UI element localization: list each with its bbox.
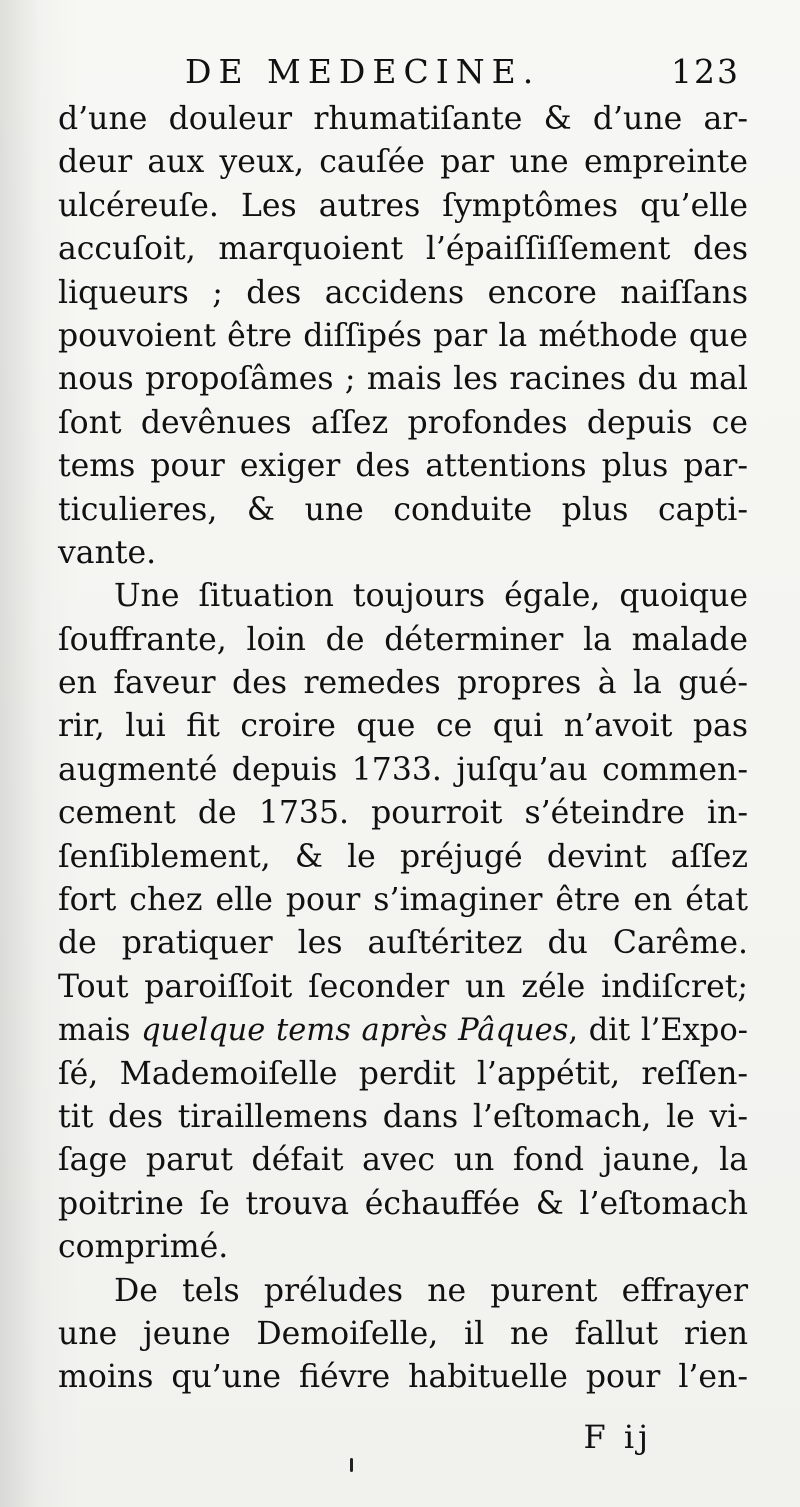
text-line: moins qu’une fiévre habituelle pour l’en-	[58, 1359, 748, 1396]
text-line: ſé, Mademoiſelle perdit l’appétit, reſſen-	[58, 1055, 748, 1092]
text-line: accuſoit, marquoient l’épaiſſiſſement des	[58, 231, 748, 268]
quote-lead: mais	[58, 1013, 142, 1049]
text-line: ulcéreuſe. Les autres ſymptômes qu’elle	[58, 187, 748, 224]
text-line: ſouffrante, loin de déterminer la malade	[58, 621, 748, 658]
text-line: pouvoient être diſſipés par la méthode que	[58, 317, 748, 354]
page-number: 123	[671, 52, 740, 91]
text-line: nous propoſâmes ; mais les racines du mal	[58, 361, 748, 398]
text-line: Tout paroiſſoit ſeconder un zéle indiſcret;	[58, 968, 748, 1005]
text-line: rir, lui fit croire que ce qui n’avoit pas	[58, 708, 748, 745]
text-line: tit des tiraillemens dans l’eſtomach, le vi-	[58, 1098, 748, 1135]
text-line: ſage parut défait avec un fond jaune, la	[58, 1142, 748, 1179]
text-line: augmenté depuis 1733. juſqu’au commen-	[58, 751, 748, 788]
text-line: une jeune Demoiſelle, il ne fallut rien	[58, 1315, 748, 1352]
text-line: en faveur des remedes propres à la gué-	[58, 665, 748, 702]
text-line: deur aux yeux, cauſée par une empreinte	[58, 144, 748, 181]
paragraph-end-line: vante.	[58, 534, 157, 571]
text-line: liqueurs ; des accidens encore naiſſans	[58, 274, 748, 311]
paragraph-end-line: comprimé.	[58, 1229, 229, 1266]
text-line: ſenſiblement, & le préjugé devint aſſez	[58, 838, 748, 875]
text-line: ſont devênues aſſez profondes depuis ce	[58, 404, 748, 441]
ink-speck	[350, 1458, 353, 1472]
quote-trail: , dit l’Expo-	[568, 1013, 748, 1049]
text-line: poitrine ſe trouva échauffée & l’eſtomach	[58, 1185, 748, 1222]
paragraph-start-line: De tels préludes ne purent effrayer	[114, 1272, 748, 1309]
italic-quote-line	[58, 1009, 748, 1052]
running-head: DE MEDECINE.	[185, 52, 541, 91]
paragraph-start-line: Une ſituation toujours égale, quoique	[114, 578, 748, 615]
signature-mark: F ij	[583, 1418, 652, 1456]
text-line: de pratiquer les auſtéritez du Carême.	[58, 925, 748, 962]
page-header	[185, 52, 740, 92]
text-line: d’une douleur rhumatiſante & d’une ar-	[58, 101, 748, 137]
text-line: tems pour exiger des attentions plus par-	[58, 448, 748, 485]
text-line: cement de 1735. pourroit s’éteindre in-	[58, 795, 748, 832]
text-line: fort chez elle pour s’imaginer être en état	[58, 882, 748, 919]
body-text	[58, 98, 748, 1400]
text-line: ticulieres, & une conduite plus capti-	[58, 491, 748, 528]
italic-quote: quelque tems après Pâques	[141, 1013, 569, 1049]
